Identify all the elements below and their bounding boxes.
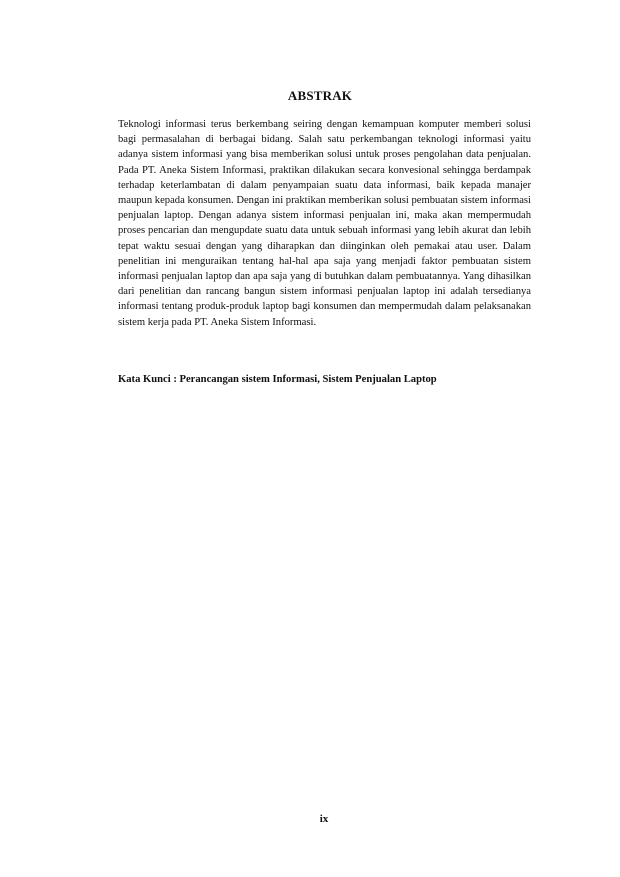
abstract-paragraph: Teknologi informasi terus berkembang seiring dengan kemampuan komputer memberi solusi bagi permasalahan di berbagai bidang. Salah satu perkembangan teknologi informasi yaitu adanya sistem informasi yang bisa memberikan solusi untuk proses pengolahan data penjualan. Pada PT. Aneka Sistem Informasi, praktikan dilakukan secara konvesional sehingga berdampak terhadap keterlambatan di dalam penyampaian suatu data informasi, baik kepada manajer maupun kepada konsumen. Dengan ini praktikan memberikan solusi pembuatan sistem informasi penjualan laptop. Dengan adanya sistem informasi penjualan ini, maka akan mempermudah proses pencarian dan mengupdate suatu data untuk sebuah informasi yang lebih akurat dan lebih tepat waktu sesuai dengan yang diharapkan dan diinginkan oleh pemakai atau user. Dalam penelitian ini menguraikan tentang hal-hal apa saja yang menjadi faktor pembuatan sistem informasi penjualan laptop dan apa saja yang di butuhkan dalam pembuatannya. Yang dihasilkan dari penelitian dan rancang bangun sistem informasi penjualan laptop ini adalah tersedianya informasi tentang produk-produk laptop bagi konsumen dan mempermudah dalam pelaksanakan sistem kerja pada PT. Aneka Sistem Informasi. bbox=[118, 119, 531, 328]
page-number: ix bbox=[319, 813, 329, 825]
keywords-line: Kata Kunci : Perancangan sistem Informasi, Sistem Penjualan Laptop bbox=[118, 374, 437, 385]
page-title: ABSTRAK bbox=[287, 88, 353, 103]
